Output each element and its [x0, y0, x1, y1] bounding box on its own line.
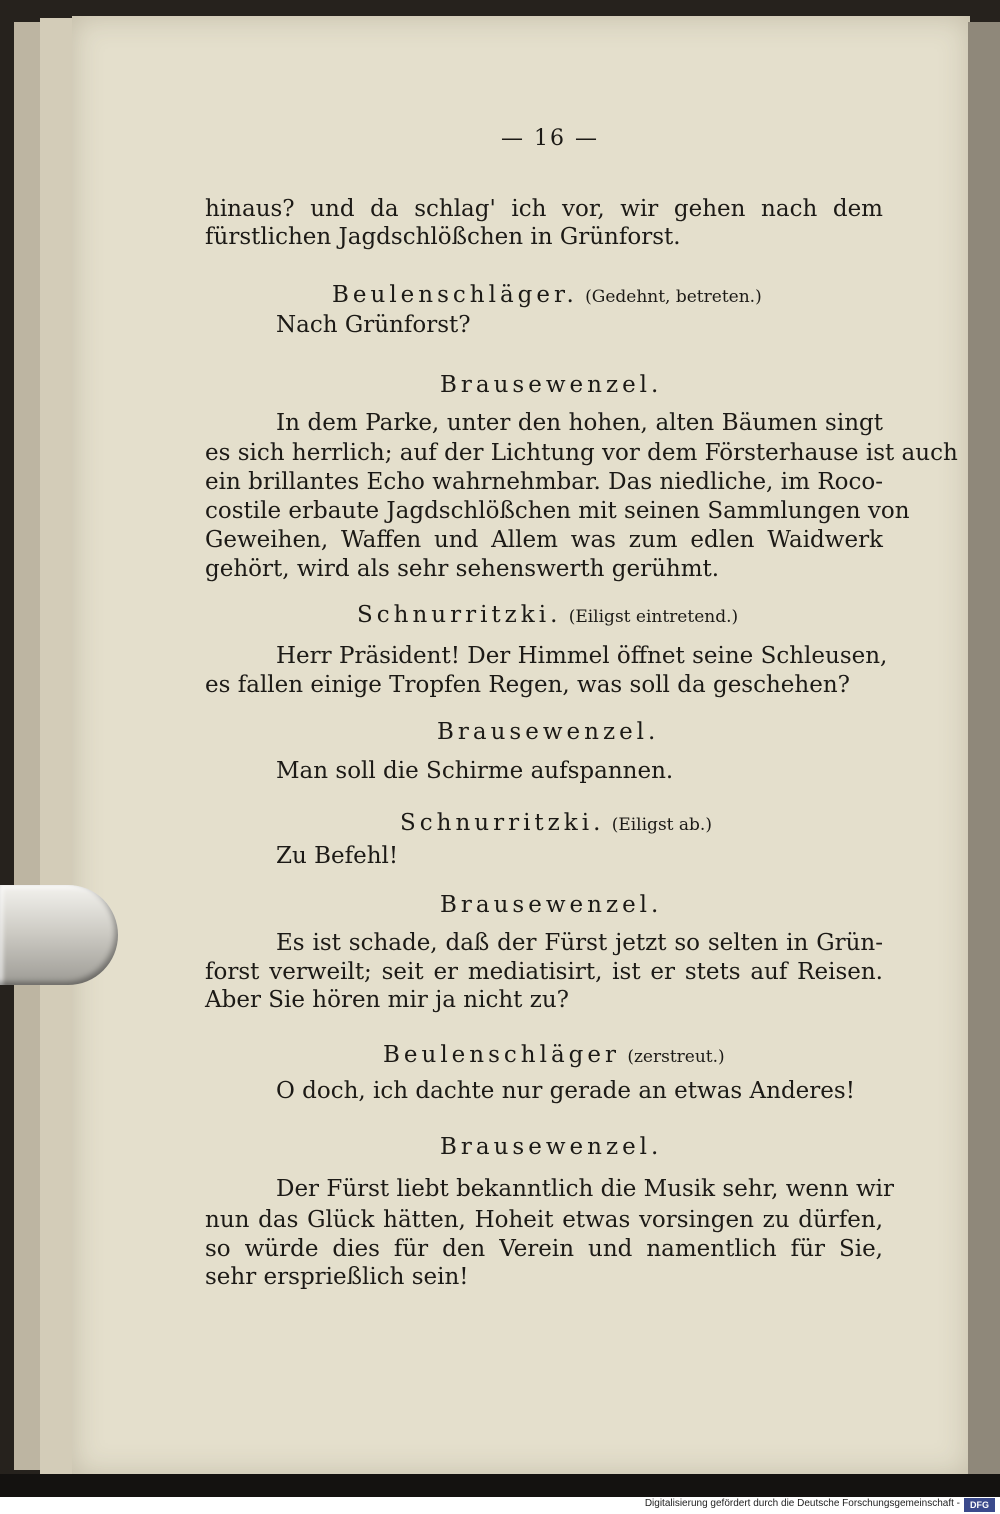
text-line: nun das Glück hätten, Hoheit etwas vorsingen zu dürfen, — [205, 1207, 883, 1233]
attribution-footer — [0, 1497, 1000, 1514]
speaker-name: Brausewenzel. — [440, 892, 663, 918]
speaker-heading — [400, 808, 712, 840]
text-line: costile erbaute Jagdschlößchen mit seinen Sammlungen von — [205, 498, 910, 524]
stage-direction: (zerstreut.) — [627, 1047, 725, 1067]
speaker-name: Schnurritzki. — [400, 810, 605, 836]
text-line: hinaus? und da schlag' ich vor, wir gehen nach dem — [205, 196, 883, 222]
speaker-name: Schnurritzki. — [357, 602, 562, 628]
speaker-heading — [332, 280, 762, 312]
text-line: Nach Grünforst? — [276, 312, 471, 338]
speaker-name: Brausewenzel. — [440, 1134, 663, 1160]
funding-notice: Digitalisierung gefördert durch die Deutsche Forschungsgemeinschaft - — [644, 1498, 960, 1509]
speaker-heading — [440, 890, 662, 920]
text-line: ein brillantes Echo wahrnehmbar. Das niedliche, im Roco- — [205, 469, 883, 495]
speaker-heading — [357, 600, 738, 632]
text-line: so würde dies für den Verein und namentlich für Sie, — [205, 1236, 883, 1262]
text-line: O doch, ich dachte nur gerade an etwas Anderes! — [276, 1078, 855, 1104]
text-line: fürstlichen Jagdschlößchen in Grünforst. — [205, 224, 681, 250]
text-line: forst verweilt; seit er mediatisirt, ist er stets auf Reisen. — [205, 959, 883, 985]
speaker-heading — [440, 370, 662, 400]
text-line: Man soll die Schirme aufspannen. — [276, 758, 674, 784]
speaker-heading — [383, 1040, 725, 1072]
stage-direction: (Eiligst eintretend.) — [568, 607, 739, 627]
text-line: Zu Befehl! — [276, 843, 399, 869]
dfg-logo: DFG — [964, 1498, 995, 1512]
text-line: Geweihen, Waffen und Allem was zum edlen Waidwerk — [205, 527, 883, 553]
stage-direction: (Eiligst ab.) — [611, 815, 712, 835]
speaker-name: Beulenschläger — [383, 1042, 621, 1068]
speaker-name: Beulenschläger. — [332, 282, 578, 308]
text-line: gehört, wird als sehr sehenswerth gerühmt. — [205, 556, 720, 582]
text-line: Der Fürst liebt bekanntlich die Musik sehr, wenn wir — [276, 1176, 895, 1202]
page-number: — 16 — — [501, 126, 599, 151]
speaker-name: Brausewenzel. — [437, 719, 660, 745]
text-line: Es ist schade, daß der Fürst jetzt so selten in Grün- — [276, 930, 883, 956]
speaker-name: Brausewenzel. — [440, 372, 663, 398]
text-line: Herr Präsident! Der Himmel öffnet seine Schleusen, — [276, 643, 888, 669]
text-line: es sich herrlich; auf der Lichtung vor dem Försterhause ist auch — [205, 440, 958, 466]
speaker-heading — [437, 717, 659, 747]
text-line: es fallen einige Tropfen Regen, was soll da geschehen? — [205, 672, 850, 698]
text-line: In dem Parke, unter den hohen, alten Bäumen singt — [276, 410, 883, 436]
text-line: sehr ersprießlich sein! — [205, 1264, 469, 1290]
speaker-heading — [440, 1132, 662, 1162]
text-line: Aber Sie hören mir ja nicht zu? — [205, 987, 569, 1013]
stage-direction: (Gedehnt, betreten.) — [585, 287, 762, 307]
